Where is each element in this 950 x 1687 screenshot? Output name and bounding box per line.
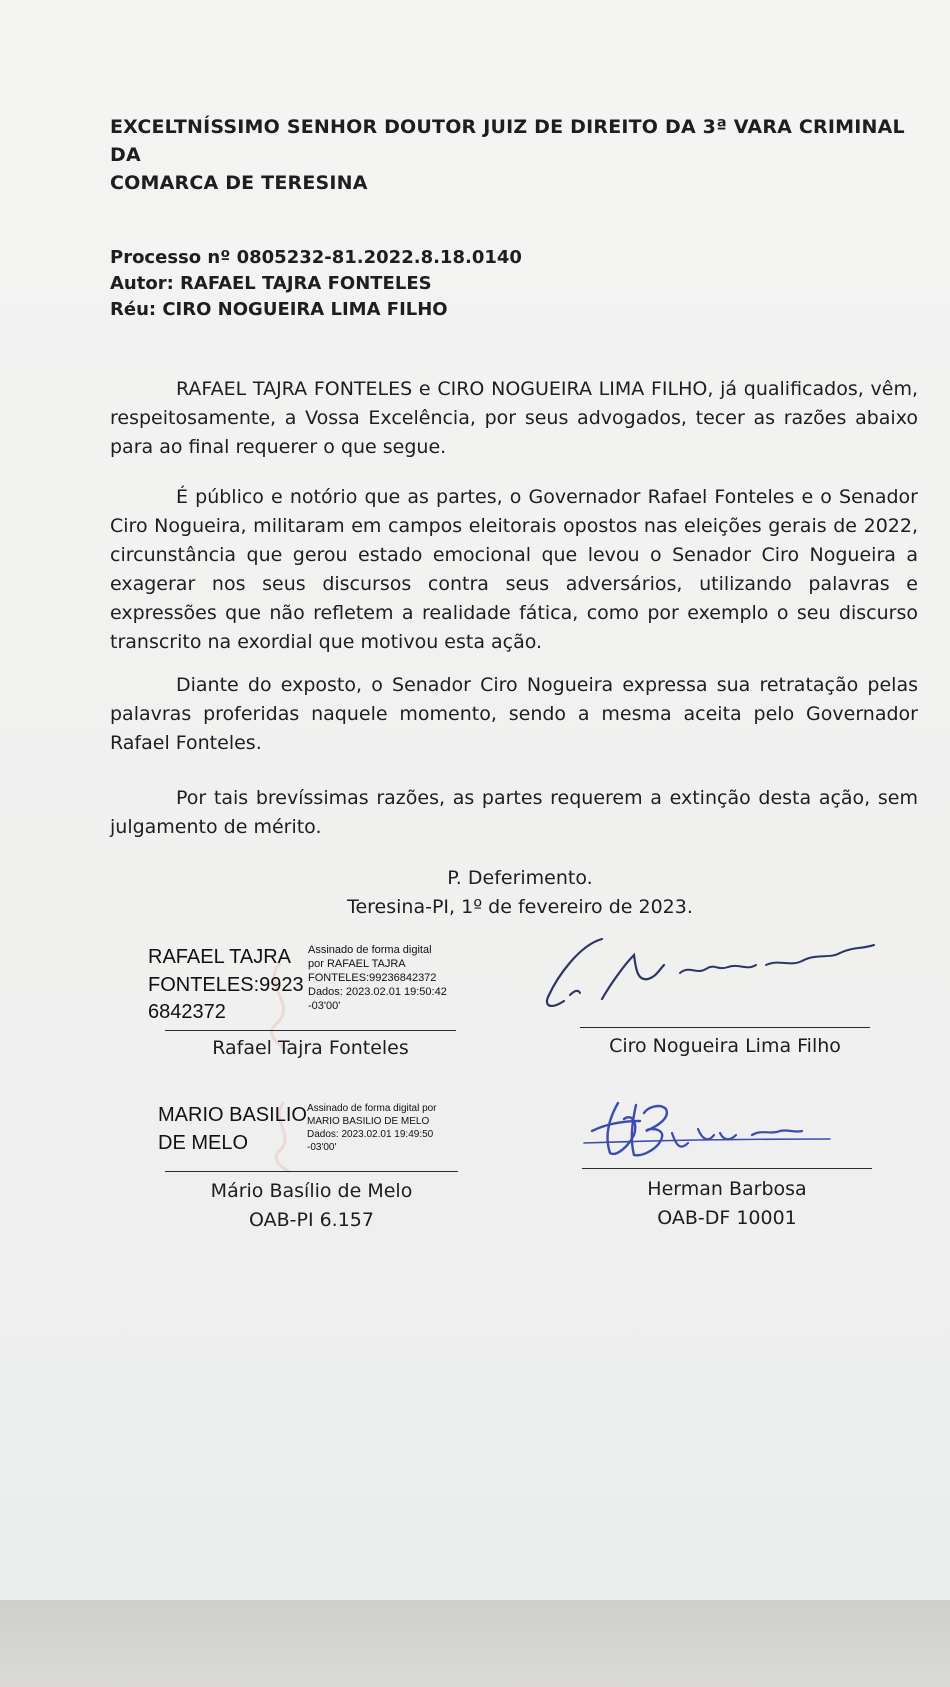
handwritten-signature-ciro <box>540 925 900 1025</box>
stamp-detail-3: Dados: 2023.02.01 19:49:50 <box>307 1129 434 1140</box>
paragraph-3: Diante do exposto, o Senador Ciro Nogueira expressa sua retratação pelas palavras proferidas naquele momento, sendo a mesma aceita pelo Governador Rafael Fonteles. <box>110 674 918 754</box>
heading-line-1: EXCELTNÍSSIMO SENHOR DOUTOR JUIZ DE DIREITO DA 3ª VARA CRIMINAL DA <box>110 116 905 166</box>
stamp-name-line-2: FONTELES:9923 <box>148 974 304 996</box>
signature-line-mario <box>165 1171 458 1172</box>
document-heading <box>110 113 910 197</box>
heading-line-2: COMARCA DE TERESINA <box>110 172 368 194</box>
stamp-detail-5: -03'00' <box>308 1000 341 1012</box>
paragraph-1: RAFAEL TAJRA FONTELES e CIRO NOGUEIRA LIMA FILHO, já qualificados, vêm, respeitosamente, a Vossa Excelência, por seus advogados, tecer as razões abaixo para ao final requerer o que segue. <box>110 378 918 458</box>
stamp-detail-4: -03'00' <box>307 1142 337 1153</box>
stamp-detail-3: FONTELES:99236842372 <box>308 972 437 984</box>
signer-name-mario: Mário Basílio de Melo <box>210 1180 413 1202</box>
handwritten-signature-herman <box>580 1095 860 1165</box>
signature-line-herman <box>582 1168 872 1169</box>
stamp-name-line-3: 6842372 <box>148 1001 226 1023</box>
author-line: Autor: RAFAEL TAJRA FONTELES <box>110 273 432 294</box>
stamp-detail-2: MARIO BASILIO DE MELO <box>307 1116 430 1127</box>
stamp-detail-1: Assinado de forma digital <box>308 944 432 956</box>
signer-name-rafael: Rafael Tajra Fonteles <box>212 1037 409 1059</box>
background-surface <box>0 1600 950 1687</box>
paragraph-4: Por tais brevíssimas razões, as partes requerem a extinção desta ação, sem julgamento de mérito. <box>110 787 918 838</box>
stamp-name-line-1: RAFAEL TAJRA <box>148 946 292 968</box>
stamp-detail-4: Dados: 2023.02.01 19:50:42 <box>308 986 447 998</box>
signer-oab-herman: OAB-DF 10001 <box>657 1207 797 1229</box>
deferment-text: P. Deferimento. <box>447 867 593 889</box>
defendant-line: Réu: CIRO NOGUEIRA LIMA FILHO <box>110 299 448 320</box>
stamp-name-line-1: MARIO BASILIO <box>158 1104 307 1126</box>
signature-line-ciro <box>580 1027 870 1028</box>
signer-name-herman: Herman Barbosa <box>647 1178 807 1200</box>
stamp-detail-2: por RAFAEL TAJRA <box>308 958 406 970</box>
signer-oab-mario: OAB-PI 6.157 <box>248 1209 374 1231</box>
signer-name-ciro: Ciro Nogueira Lima Filho <box>609 1035 841 1057</box>
signature-line-rafael <box>165 1030 456 1031</box>
paragraph-2: É público e notório que as partes, o Governador Rafael Fonteles e o Senador Ciro Nogueira, militaram em campos eleitorais opostos nas eleições gerais de 2022, circunstância que gerou estado emocional que levou o Senador Ciro Nogueira a exagerar nos seus discursos contra seus adversários, utilizando palavras e expressões que não refletem a realidade fática, como por exemplo o seu discurso transcrito na exordial que motivou esta ação. <box>110 486 918 653</box>
stamp-name-line-2: DE MELO <box>158 1132 249 1154</box>
case-info <box>110 245 522 323</box>
process-number: Processo nº 0805232-81.2022.8.18.0140 <box>110 247 522 268</box>
place-date: Teresina-PI, 1º de fevereiro de 2023. <box>347 896 693 918</box>
stamp-detail-1: Assinado de forma digital por <box>307 1103 437 1114</box>
